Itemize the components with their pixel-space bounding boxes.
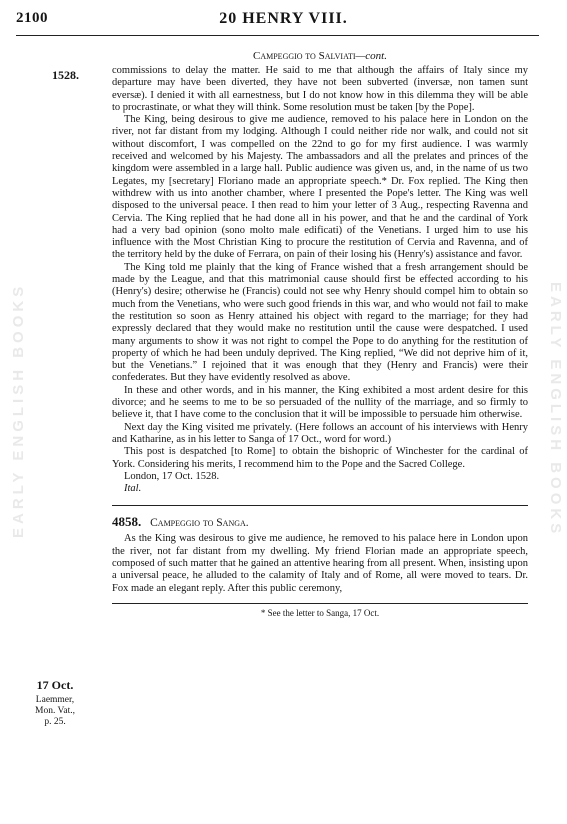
header-rule	[16, 35, 539, 36]
paragraph-6: This post is despatched [to Rome] to obtain the bishopric of Winchester for the cardinal of York. Considering his merits, I recommend him to the Pope and the Sacred College.	[112, 446, 528, 470]
paragraph-3: The King told me plainly that the king of France wished that a fresh arrangement should be made by the League, and that this matrimonial cause should first be effected according to his (Henry's) desire; otherwise he (Francis) could not see why Henry should compel him to obtain so much from the Venetians, who were such good friends in this war, and who would not fail to make the restitution so soon as Henry attained his object with regard to the marriage; for they had expressly declared that they would make no restitution until the cause were despatched. I used many arguments to show it was not right to compel the Pope to do anything for the restitution of property of which he had been unduly deprived. The King replied, “We did not deprive him of it, but the Venetians.” I rejoined that it was enough that they (Henry and Francis) were their confederates. But they have evidently resolved as above.	[112, 261, 528, 384]
paragraph-5: Next day the King visited me privately. (Here follows an account of his interviews with Henry and Katharine, as in his letter to Sanga of 17 Oct., word for word.)	[112, 421, 528, 445]
watermark-stamp-left: EARLY ENGLISH BOOKS	[10, 282, 27, 538]
page-number: 2100	[16, 10, 48, 26]
entry-number: 4858.	[112, 514, 142, 530]
entry-title: Campeggio to Sanga.	[150, 517, 249, 530]
entry-date: 17 Oct.	[36, 678, 74, 692]
continuation-heading	[112, 50, 528, 62]
entry-source-line-2: Mon. Vat.,	[35, 706, 75, 716]
paragraph-1: commissions to delay the matter. He said to me that although the affairs of Italy since my departure may have been diverted, they have not been subverted (inversæ, non tamen sunt eversæ). I denied it with all earnestness, but I do not know how in this dilemma they will be able to procrastinate, or what they will think. Some resolution must be taken [by the Pope].	[112, 65, 528, 113]
year-margin-note: 1528.	[52, 68, 79, 82]
footnote: * See the letter to Sanga, 17 Oct.	[260, 607, 380, 618]
continuation-heading-name: Campeggio to Salviati	[253, 50, 356, 62]
continuation-heading-suffix: —cont.	[355, 50, 387, 62]
section-rule	[112, 505, 528, 506]
entry-margin-note	[14, 680, 96, 728]
entry-heading	[112, 514, 528, 530]
dateline: London, 17 Oct. 1528.	[124, 470, 220, 482]
entry-text: As the King was desirous to give me audience, he removed to his palace here in London upon the river, not far distant from my dwelling. My friend Florian made an appropriate speech, composed of such matter that he gained an attentive hearing from all present. When, insisting upon a universal peace, he alluded to the calamity of Italy and of Rome, all were moved to tears. Dr. Fox made an elegant reply. After this public ceremony,	[112, 533, 528, 594]
paragraph-2: The King, being desirous to give me audience, removed to his palace here in London on the river, not far distant from my lodging. Although I could neither ride nor walk, and could not sit without discomfort, I was compelled on the 22nd to go for my first audience. I was warmly received and welcomed by his Majesty. The ambassadors and all the prelates and princes of the kingdom were assembled in a large hall. Public audience was given us, and, in the name of us two Legates, my [secretary] Floriano made an appropriate speech.* Dr. Fox replied. The King then withdrew with us into another chamber, where I presented the Pope's letter. The King was well disposed to the universal peace. I then read to him your letter of 3 Aug., respecting Ravenna and Cervia. The King replied that he had done all in his power, and that he and the cardinal of York had a very bad opinion (sono molto male edificati) of the Venetians. I urged him to use his influence with the Most Christian King to procure the restitution of Cervia and Ravenna, and of the territory held by the duke of Ferrara, on pain of their losing his (Henry's) assistance and favor.	[112, 114, 528, 261]
running-title: 20 HENRY VIII.	[219, 10, 348, 27]
entry-source-line-1: Laemmer,	[35, 695, 75, 705]
footnote-rule	[112, 603, 528, 604]
watermark-stamp-right: EARLY ENGLISH BOOKS	[547, 282, 564, 538]
paragraph-4: In these and other words, and in his manner, the King exhibited a most ardent desire for this divorce; and he seems to me to be so persuaded of the nullity of the marriage, and so firmly to believe it, that I have come to the conclusion that it will be impossible to persuade him otherwise.	[112, 384, 528, 421]
entry-source-line-3: p. 25.	[44, 717, 66, 727]
main-text-column	[112, 50, 528, 618]
language-note: Ital.	[124, 483, 142, 495]
